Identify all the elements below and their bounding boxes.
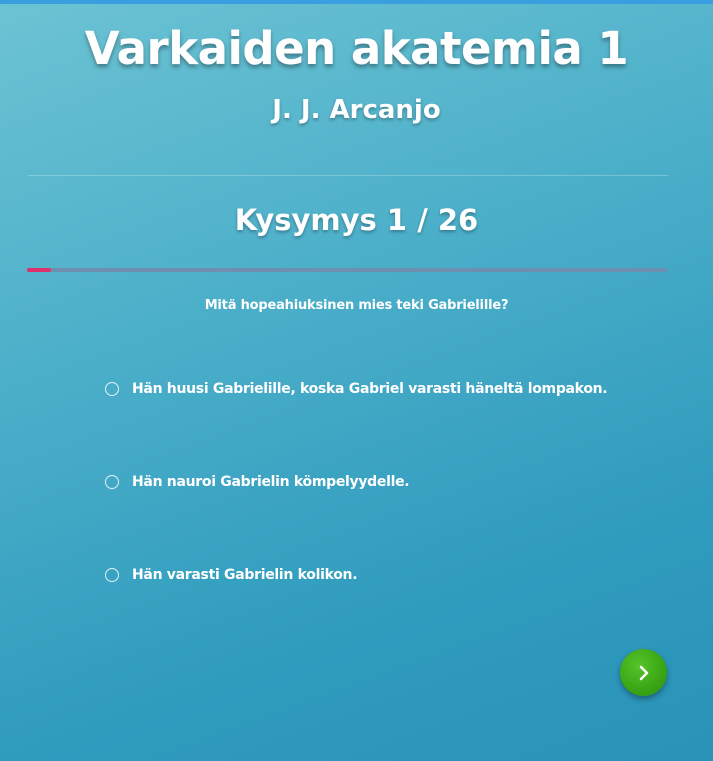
question-counter: Kysymys 1 / 26	[234, 203, 479, 237]
answer-option-1[interactable]	[105, 379, 607, 399]
top-strip	[0, 0, 713, 4]
book-title: Varkaiden akatemia 1	[84, 22, 629, 75]
progress-bar-fill	[27, 268, 51, 272]
radio-unchecked-icon[interactable]	[105, 382, 119, 396]
chevron-right-icon	[636, 664, 652, 682]
answer-option-3[interactable]	[105, 565, 357, 585]
answer-option-label: Hän varasti Gabrielin kolikon.	[132, 567, 358, 583]
book-author: J. J. Arcanjo	[272, 95, 441, 125]
question-text: Mitä hopeahiuksinen mies teki Gabrielille?	[204, 298, 509, 313]
answer-option-2[interactable]	[105, 472, 409, 492]
next-button[interactable]	[620, 649, 667, 696]
radio-unchecked-icon[interactable]	[105, 475, 119, 489]
radio-unchecked-icon[interactable]	[105, 568, 119, 582]
divider	[28, 175, 668, 176]
answer-option-label: Hän huusi Gabrielille, koska Gabriel varasti häneltä lompakon.	[132, 381, 608, 397]
progress-bar	[27, 268, 667, 272]
answer-option-label: Hän nauroi Gabrielin kömpelyydelle.	[132, 474, 410, 490]
